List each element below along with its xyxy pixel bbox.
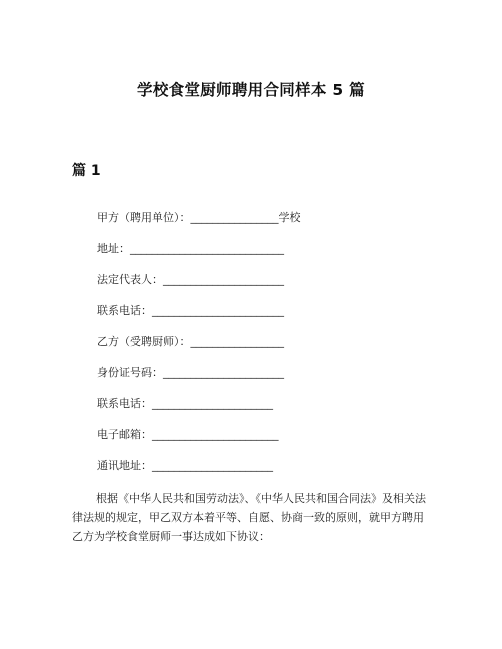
field-phone-b: [97, 396, 301, 427]
fill-in-blank: _________________: [190, 335, 284, 348]
field-label: 联系电话：: [97, 304, 152, 317]
fill-in-blank: ________________: [190, 211, 279, 224]
field-label: 电子邮箱：: [97, 428, 152, 441]
fill-in-blank: ____________________________: [130, 242, 284, 255]
party-info-list: [97, 210, 301, 489]
fill-in-blank: ______________________: [152, 397, 273, 410]
field-id-number: [97, 365, 301, 396]
field-label: 联系电话：: [97, 397, 152, 410]
field-party-a: [97, 210, 301, 241]
field-phone-a: [97, 303, 301, 334]
field-mailing-address: [97, 458, 301, 489]
fill-in-blank: ______________________: [163, 273, 284, 286]
field-label: 地址：: [97, 242, 130, 255]
field-suffix: 学校: [278, 211, 301, 224]
fill-in-blank: ________________________: [152, 304, 284, 317]
field-email: [97, 427, 301, 458]
field-label: 乙方（受聘厨师）：: [97, 335, 191, 348]
document-title: 学校食堂厨师聘用合同样本 5 篇: [137, 81, 365, 99]
section-heading: 篇 1: [72, 163, 101, 179]
field-party-b: [97, 334, 301, 365]
fill-in-blank: ______________________: [163, 366, 284, 379]
field-address: [97, 241, 301, 272]
fill-in-blank: _______________________: [152, 428, 279, 441]
field-label: 通讯地址：: [97, 459, 152, 472]
fill-in-blank: ______________________: [152, 459, 273, 472]
field-label: 法定代表人：: [97, 273, 163, 286]
field-label: 甲方（聘用单位）：: [97, 211, 191, 224]
field-legal-representative: [97, 272, 301, 303]
agreement-intro-paragraph: 根据《中华人民共和国劳动法》、《中华人民共和国合同法》及相关法律法规的规定，甲乙双方本着平等、自愿、协商一致的原则，就甲方聘用乙方为学校食堂厨师一事达成如下协议：: [72, 492, 426, 543]
field-label: 身份证号码：: [97, 366, 163, 379]
